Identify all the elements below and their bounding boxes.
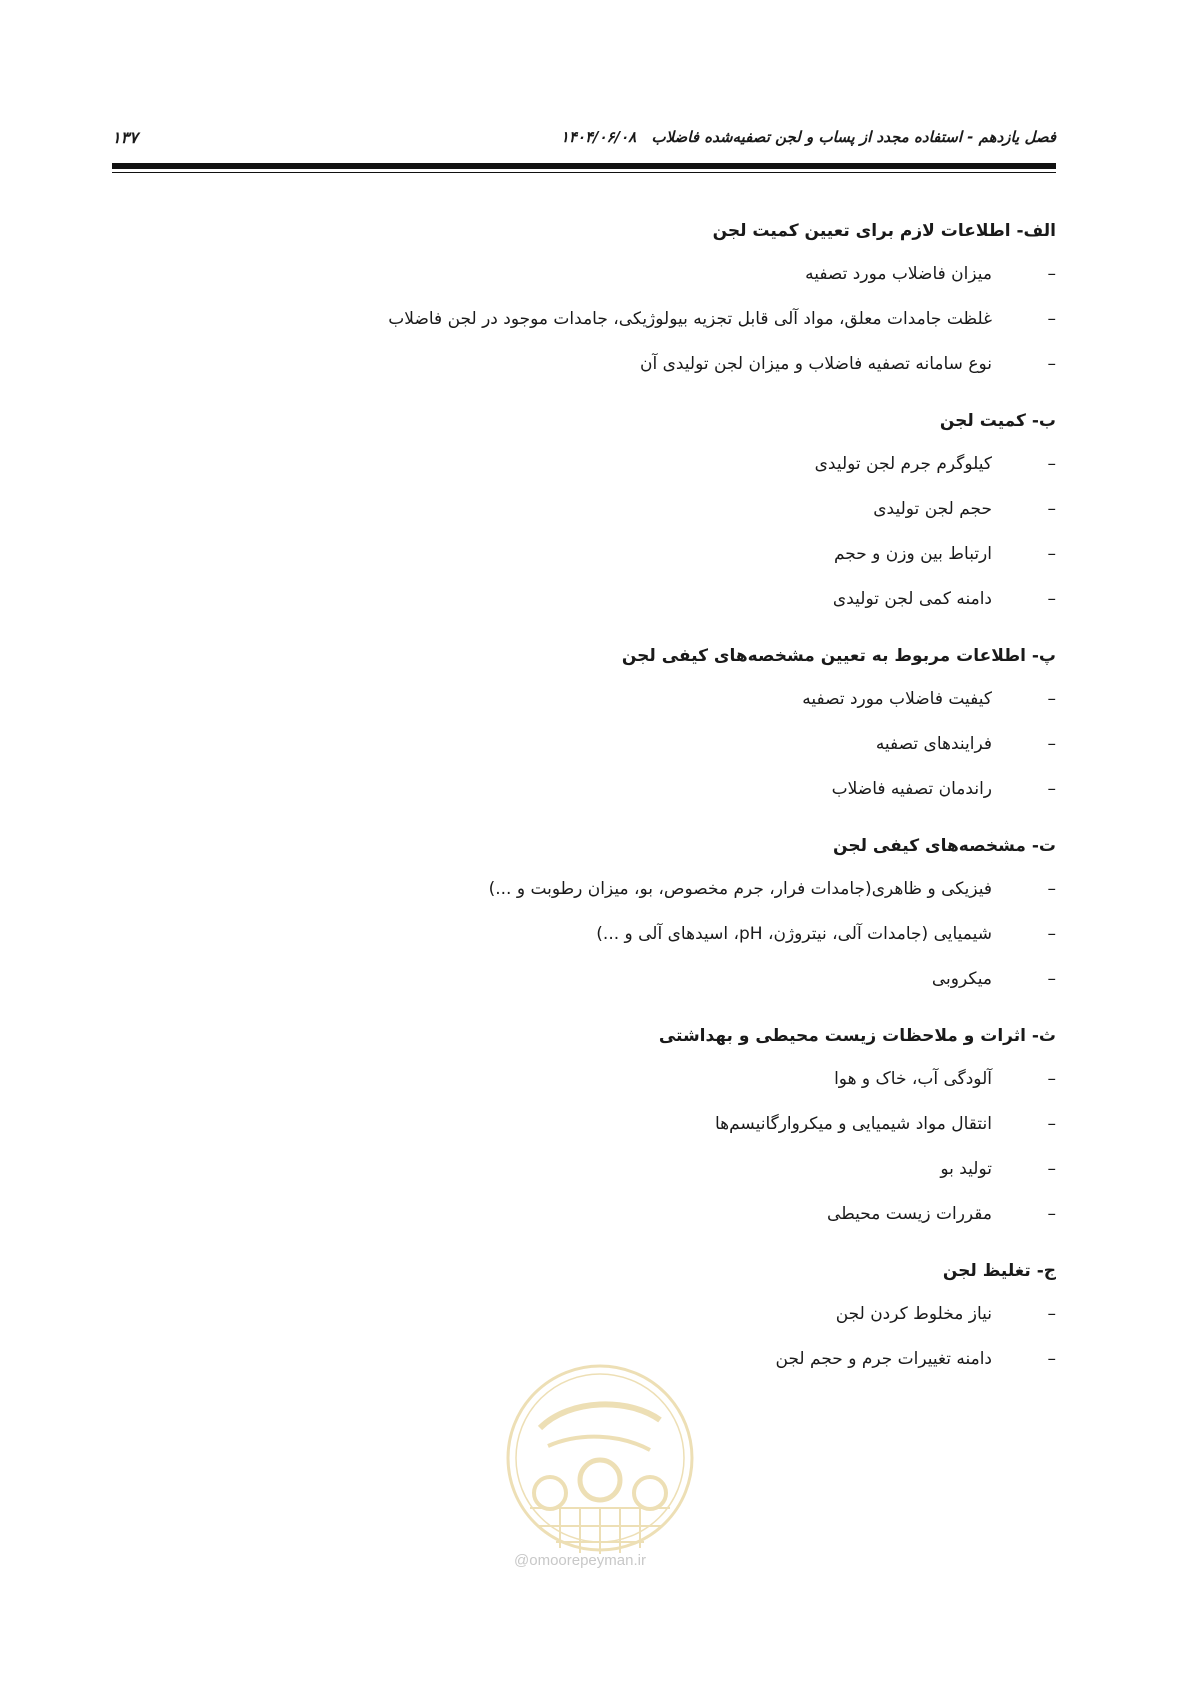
list-item	[156, 966, 1056, 992]
section-heading: ب- کمیت لجن	[939, 411, 1056, 431]
list-item-text: آلودگی آب، خاک و هوا	[834, 1069, 992, 1089]
list-item	[156, 451, 1056, 477]
dash-bullet: –	[1047, 1069, 1056, 1089]
section-heading: پ- اطلاعات مربوط به تعیین مشخصه‌های کیفی لجن	[621, 646, 1056, 666]
page-content	[156, 218, 1056, 1403]
list-item	[156, 541, 1056, 567]
dash-bullet: –	[1047, 1159, 1056, 1179]
page-number: ۱۳۷	[112, 128, 138, 147]
list-item-text: میزان فاضلاب مورد تصفیه	[805, 264, 992, 284]
list-item-text: نیاز مخلوط کردن لجن	[835, 1304, 992, 1324]
list-item	[156, 1156, 1056, 1182]
list-item	[156, 1111, 1056, 1137]
section-heading: ث- اثرات و ملاحظات زیست محیطی و بهداشتی	[658, 1026, 1056, 1046]
dash-bullet: –	[1047, 264, 1056, 284]
list-item	[156, 1066, 1056, 1092]
list-item	[156, 261, 1056, 287]
chapter-title-text: فصل یازدهم - استفاده مجدد از پساب و لجن تصفیه‌شده فاضلاب	[651, 128, 1056, 146]
list-item-text: نوع سامانه تصفیه فاضلاب و میزان لجن تولیدی آن	[639, 354, 992, 374]
item-list	[156, 686, 1056, 802]
dash-bullet: –	[1047, 1114, 1056, 1134]
section-heading: ت- مشخصه‌های کیفی لجن	[833, 836, 1056, 856]
list-item	[156, 351, 1056, 377]
page-header	[112, 128, 1056, 158]
section-j	[156, 1258, 1056, 1372]
list-item	[156, 1201, 1056, 1227]
dash-bullet: –	[1047, 1349, 1056, 1369]
section-th	[156, 1023, 1056, 1227]
list-item-text: غلظت جامدات معلق، مواد آلی قابل تجزیه بیولوژیکی، جامدات موجود در لجن فاضلاب	[388, 309, 992, 329]
header-rule-thin	[112, 172, 1056, 173]
dash-bullet: –	[1047, 309, 1056, 329]
dash-bullet: –	[1047, 354, 1056, 374]
section-b	[156, 408, 1056, 612]
watermark-text: @omoorepeyman.ir	[514, 1552, 646, 1569]
dash-bullet: –	[1047, 969, 1056, 989]
dash-bullet: –	[1047, 1304, 1056, 1324]
list-item-text: تولید بو	[940, 1159, 992, 1179]
list-item	[156, 306, 1056, 332]
dash-bullet: –	[1047, 879, 1056, 899]
list-item-text: انتقال مواد شیمیایی و میکروارگانیسم‌ها	[714, 1114, 992, 1134]
item-list	[156, 1066, 1056, 1227]
header-date: ۱۴۰۴/۰۶/۰۸	[560, 128, 637, 146]
list-item-text: میکروبی	[931, 969, 992, 989]
item-list	[156, 876, 1056, 992]
list-item	[156, 1301, 1056, 1327]
item-list	[156, 451, 1056, 612]
section-t	[156, 833, 1056, 992]
section-p	[156, 643, 1056, 802]
watermark-logo-icon	[500, 1358, 700, 1578]
list-item	[156, 496, 1056, 522]
dash-bullet: –	[1047, 924, 1056, 944]
list-item-text: دامنه تغییرات جرم و حجم لجن	[775, 1349, 992, 1369]
list-item-text: مقررات زیست محیطی	[827, 1204, 992, 1224]
list-item-text: کیلوگرم جرم لجن تولیدی	[814, 454, 992, 474]
chapter-title	[561, 128, 1056, 146]
dash-bullet: –	[1047, 1204, 1056, 1224]
list-item	[156, 921, 1056, 947]
list-item	[156, 686, 1056, 712]
list-item	[156, 876, 1056, 902]
list-item-text: فیزیکی و ظاهری(جامدات فرار، جرم مخصوص، بو، میزان رطوبت و ...)	[488, 879, 992, 899]
dash-bullet: –	[1047, 589, 1056, 609]
list-item	[156, 776, 1056, 802]
list-item-text: شیمیایی (جامدات آلی، نیتروژن، pH، اسیدهای آلی و ...)	[596, 924, 992, 944]
dash-bullet: –	[1047, 544, 1056, 564]
dash-bullet: –	[1047, 689, 1056, 709]
list-item-text: حجم لجن تولیدی	[873, 499, 992, 519]
list-item-text: فرایندهای تصفیه	[875, 734, 992, 754]
dash-bullet: –	[1047, 779, 1056, 799]
dash-bullet: –	[1047, 499, 1056, 519]
list-item-text: راندمان تصفیه فاضلاب	[831, 779, 992, 799]
section-a	[156, 218, 1056, 377]
list-item-text: کیفیت فاضلاب مورد تصفیه	[802, 689, 992, 709]
list-item	[156, 731, 1056, 757]
section-heading: الف- اطلاعات لازم برای تعیین کمیت لجن	[712, 221, 1056, 241]
header-rule-thick	[112, 163, 1056, 169]
dash-bullet: –	[1047, 454, 1056, 474]
item-list	[156, 261, 1056, 377]
list-item-text: ارتباط بین وزن و حجم	[833, 544, 992, 564]
dash-bullet: –	[1047, 734, 1056, 754]
list-item-text: دامنه کمی لجن تولیدی	[832, 589, 992, 609]
list-item	[156, 586, 1056, 612]
section-heading: ج- تغلیظ لجن	[942, 1261, 1056, 1281]
